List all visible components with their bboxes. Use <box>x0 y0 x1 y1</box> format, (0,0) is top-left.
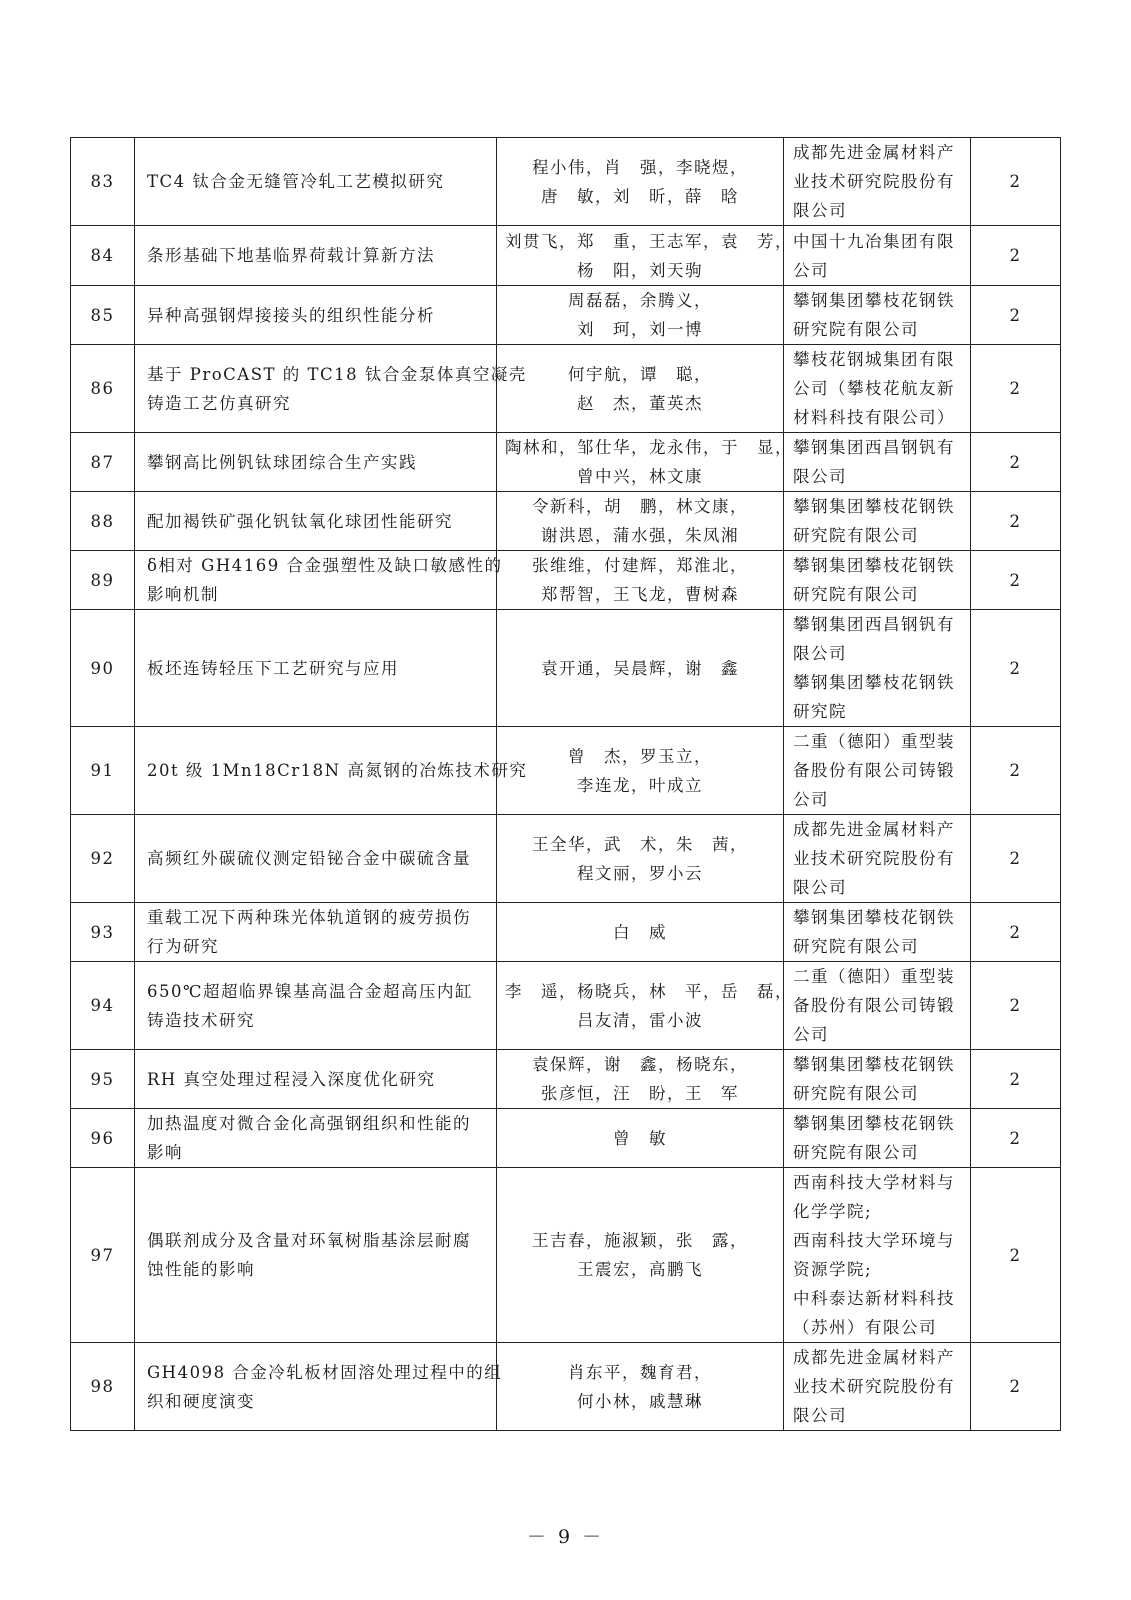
award-grade: 2 <box>971 727 1061 815</box>
paper-title <box>135 138 497 226</box>
award-grade: 2 <box>971 492 1061 551</box>
paper-title <box>135 492 497 551</box>
authors-line: 曾 敏 <box>613 1128 667 1148</box>
paper-title-line: TC4 钛合金无缝管冷轧工艺模拟研究 <box>147 172 445 191</box>
authors <box>497 903 784 962</box>
authors-line: 袁开通，吴晨辉，谢 鑫 <box>541 658 739 678</box>
row-number: 89 <box>71 551 135 610</box>
organization <box>784 815 971 903</box>
organization-line: 限公司 <box>793 878 847 897</box>
paper-title <box>135 610 497 727</box>
table-row <box>71 727 1061 815</box>
organization-line: 备股份有限公司铸锻 <box>793 761 955 780</box>
authors <box>497 433 793 492</box>
row-number: 87 <box>71 433 135 492</box>
authors <box>497 345 784 433</box>
organization-line: 西南科技大学材料与 <box>793 1173 955 1192</box>
organization-line: 攀钢集团攀枝花钢铁 <box>793 497 955 516</box>
organization-line: 攀钢集团攀枝花钢铁 <box>793 908 955 927</box>
organization <box>784 138 971 226</box>
paper-title-line: 织和硬度演变 <box>147 1391 255 1411</box>
authors-line: 张彦恒，汪 盼，王 军 <box>541 1084 739 1103</box>
table-row <box>71 1109 1061 1168</box>
paper-title-line: 攀钢高比例钒钛球团综合生产实践 <box>147 452 417 472</box>
organization <box>784 962 971 1050</box>
authors-line: 程文丽，罗小云 <box>577 863 703 883</box>
organization-line: 业技术研究院股份有 <box>793 172 955 191</box>
organization <box>784 903 971 962</box>
authors-line: 王全华，武 术，朱 茜， <box>532 834 748 854</box>
authors-line: 曾中兴，林文康 <box>577 467 703 486</box>
award-grade: 2 <box>971 610 1061 727</box>
table-row <box>71 1168 1061 1343</box>
organization-line: 西南科技大学环境与 <box>793 1231 955 1250</box>
organization-line: 中国十九冶集团有限 <box>793 231 955 251</box>
award-grade: 2 <box>971 286 1061 345</box>
organization-line: 业技术研究院股份有 <box>793 1377 955 1396</box>
organization <box>784 1109 971 1168</box>
organization-line: 公司 <box>793 260 829 280</box>
award-grade: 2 <box>971 1343 1061 1431</box>
authors-line: 周磊磊，余腾义， <box>568 291 712 310</box>
paper-title-line: 异种高强钢焊接接头的组织性能分析 <box>147 305 435 325</box>
paper-title-line: 偶联剂成分及含量对环氧树脂基涂层耐腐 <box>147 1231 471 1250</box>
organization-line: 攀钢集团攀枝花钢铁 <box>793 1114 955 1133</box>
paper-title-line: 基于 ProCAST 的 TC18 钛合金泵体真空凝壳 <box>147 364 527 384</box>
organization <box>784 286 971 345</box>
organization <box>784 1343 971 1431</box>
organization-line: 二重（德阳）重型装 <box>793 967 955 986</box>
authors-line: 赵 杰，董英杰 <box>577 393 703 413</box>
organization <box>784 1168 971 1343</box>
authors-line: 王吉春，施淑颖，张 露， <box>532 1231 748 1250</box>
paper-title <box>135 551 503 610</box>
paper-title <box>135 1343 503 1431</box>
organization-line: 攀钢集团西昌钢钒有 <box>793 615 955 634</box>
row-number: 83 <box>71 138 135 226</box>
authors <box>497 226 793 286</box>
award-grade: 2 <box>971 345 1061 433</box>
organization-line: 公司（攀枝花航友新 <box>793 379 955 398</box>
organization-line: 公司 <box>793 790 829 809</box>
table-row <box>71 962 1061 1050</box>
organization <box>784 551 971 610</box>
authors-line: 张维维，付建辉，郑淮北， <box>532 556 748 575</box>
organization-line: （苏州）有限公司 <box>793 1318 937 1337</box>
paper-title-line: 影响机制 <box>147 585 219 604</box>
table-row <box>71 226 1061 286</box>
authors <box>497 962 793 1050</box>
authors-line: 王震宏，高鹏飞 <box>577 1260 703 1279</box>
row-number: 91 <box>71 727 135 815</box>
organization-line: 研究院 <box>793 702 847 721</box>
paper-title <box>135 1109 497 1168</box>
page-number: － 9 － <box>526 1526 605 1548</box>
organization-line: 攀枝花钢城集团有限 <box>793 350 955 369</box>
authors-line: 李连龙，叶成立 <box>577 775 703 795</box>
authors <box>497 1343 784 1431</box>
paper-title-line: 板坯连铸轻压下工艺研究与应用 <box>147 658 399 678</box>
paper-title-line: 配加褐铁矿强化钒钛氧化球团性能研究 <box>147 511 453 531</box>
organization-line: 研究院有限公司 <box>793 320 919 339</box>
authors-line: 刘 珂，刘一博 <box>577 320 703 339</box>
table-row <box>71 815 1061 903</box>
row-number: 86 <box>71 345 135 433</box>
row-number: 93 <box>71 903 135 962</box>
paper-title <box>135 962 497 1050</box>
paper-title <box>135 1050 497 1109</box>
paper-title <box>135 286 497 345</box>
organization-line: 限公司 <box>793 201 847 220</box>
organization-line: 成都先进金属材料产 <box>793 143 955 162</box>
row-number: 96 <box>71 1109 135 1168</box>
row-number: 90 <box>71 610 135 727</box>
organization <box>784 345 971 433</box>
paper-title-line: GH4098 合金冷轧板材固溶处理过程中的组 <box>147 1362 503 1382</box>
organization-line: 研究院有限公司 <box>793 1084 919 1103</box>
table-row <box>71 1050 1061 1109</box>
award-grade: 2 <box>971 962 1061 1050</box>
table-row <box>71 492 1061 551</box>
organization-line: 限公司 <box>793 644 847 663</box>
organization-line: 限公司 <box>793 1406 847 1425</box>
table-row <box>71 286 1061 345</box>
organization-line: 限公司 <box>793 467 847 486</box>
award-list-table <box>70 137 1061 1431</box>
organization-line: 攀钢集团攀枝花钢铁 <box>793 673 955 692</box>
paper-title-line: δ相对 GH4169 合金强塑性及缺口敏感性的 <box>147 556 503 575</box>
paper-title-line: 加热温度对微合金化高强钢组织和性能的 <box>147 1114 471 1133</box>
organization <box>784 433 971 492</box>
paper-title-line: 重载工况下两种珠光体轨道钢的疲劳损伤 <box>147 908 471 927</box>
organization <box>784 226 971 286</box>
authors <box>497 286 784 345</box>
authors-line: 程小伟，肖 强，李晓煜， <box>532 157 748 177</box>
authors <box>497 815 784 903</box>
paper-title <box>135 433 497 492</box>
paper-title-line: 蚀性能的影响 <box>147 1260 255 1279</box>
authors-line: 吕友清，雷小波 <box>577 1010 703 1030</box>
award-grade: 2 <box>971 226 1061 286</box>
row-number: 94 <box>71 962 135 1050</box>
authors <box>497 610 784 727</box>
organization-line: 业技术研究院股份有 <box>793 849 955 868</box>
organization-line: 备股份有限公司铸锻 <box>793 996 955 1015</box>
authors-line: 唐 敏，刘 昕，薛 晗 <box>541 186 739 206</box>
paper-title-line: 高频红外碳硫仪测定铅铋合金中碳硫含量 <box>147 849 471 868</box>
paper-title-line: 影响 <box>147 1143 183 1162</box>
paper-title-line: 铸造技术研究 <box>147 1010 255 1030</box>
authors-line: 陶林和，邹仕华，龙永伟，于 显， <box>505 438 793 457</box>
organization <box>784 1050 971 1109</box>
authors <box>497 1168 784 1343</box>
table-row <box>71 1343 1061 1431</box>
organization-line: 二重（德阳）重型装 <box>793 732 955 751</box>
authors-line: 何宇航，谭 聪， <box>568 364 712 384</box>
authors-line: 肖东平，魏育君， <box>568 1362 712 1382</box>
authors-line: 何小林，戚慧琳 <box>577 1391 703 1411</box>
authors-line: 曾 杰，罗玉立， <box>568 746 712 766</box>
row-number: 97 <box>71 1168 135 1343</box>
organization-line: 化学学院; <box>793 1202 873 1221</box>
table-row <box>71 138 1061 226</box>
table-row <box>71 551 1061 610</box>
award-grade: 2 <box>971 1050 1061 1109</box>
authors-line: 袁保辉，谢 鑫，杨晓东， <box>532 1055 748 1074</box>
paper-title <box>135 1168 497 1343</box>
paper-title <box>135 727 528 815</box>
award-grade: 2 <box>971 551 1061 610</box>
organization <box>784 610 971 727</box>
authors-line: 白 威 <box>613 922 667 942</box>
row-number: 85 <box>71 286 135 345</box>
row-number: 98 <box>71 1343 135 1431</box>
paper-title-line: 行为研究 <box>147 937 219 956</box>
organization-line: 研究院有限公司 <box>793 585 919 604</box>
organization-line: 研究院有限公司 <box>793 1143 919 1162</box>
row-number: 84 <box>71 226 135 286</box>
paper-title-line: 20t 级 1Mn18Cr18N 高氮钢的冶炼技术研究 <box>147 761 528 780</box>
paper-title-line: RH 真空处理过程浸入深度优化研究 <box>147 1069 436 1089</box>
table-row <box>71 903 1061 962</box>
paper-title-line: 条形基础下地基临界荷载计算新方法 <box>147 246 435 265</box>
table-body <box>71 138 1061 1431</box>
paper-title <box>135 345 527 433</box>
paper-title-line: 铸造工艺仿真研究 <box>147 393 291 413</box>
authors <box>497 492 784 551</box>
authors <box>497 727 784 815</box>
row-number: 95 <box>71 1050 135 1109</box>
organization-line: 攀钢集团西昌钢钒有 <box>793 438 955 457</box>
organization <box>784 727 971 815</box>
organization-line: 中科泰达新材料科技 <box>793 1289 955 1308</box>
row-number: 88 <box>71 492 135 551</box>
award-grade: 2 <box>971 1109 1061 1168</box>
award-grade: 2 <box>971 903 1061 962</box>
organization-line: 攀钢集团攀枝花钢铁 <box>793 556 955 575</box>
organization-line: 研究院有限公司 <box>793 526 919 545</box>
award-grade: 2 <box>971 815 1061 903</box>
organization-line: 攀钢集团攀枝花钢铁 <box>793 291 955 310</box>
organization-line: 研究院有限公司 <box>793 937 919 956</box>
authors <box>497 1050 784 1109</box>
paper-title <box>135 903 497 962</box>
organization-line: 成都先进金属材料产 <box>793 1348 955 1367</box>
authors-line: 李 遥，杨晓兵，林 平，岳 磊， <box>505 981 793 1001</box>
organization-line: 成都先进金属材料产 <box>793 820 955 839</box>
authors-line: 谢洪恩，蒲水强，朱凤湘 <box>541 526 739 545</box>
table-row <box>71 610 1061 727</box>
authors-line: 杨 阳，刘天驹 <box>577 260 703 280</box>
paper-title-line: 650℃超超临界镍基高温合金超高压内缸 <box>147 981 473 1001</box>
authors <box>497 138 784 226</box>
paper-title <box>135 815 497 903</box>
award-grade: 2 <box>971 433 1061 492</box>
row-number: 92 <box>71 815 135 903</box>
authors-line: 刘贯飞，郑 重，王志军，袁 芳， <box>505 231 793 251</box>
organization <box>784 492 971 551</box>
award-grade: 2 <box>971 1168 1061 1343</box>
table-row <box>71 433 1061 492</box>
award-grade: 2 <box>971 138 1061 226</box>
organization-line: 公司 <box>793 1025 829 1044</box>
organization-line: 攀钢集团攀枝花钢铁 <box>793 1055 955 1074</box>
organization-line: 材料科技有限公司） <box>793 408 955 427</box>
authors-line: 郑帮智，王飞龙，曹树森 <box>541 585 739 604</box>
paper-title <box>135 226 497 286</box>
table-row <box>71 345 1061 433</box>
organization-line: 资源学院; <box>793 1260 873 1279</box>
authors-line: 令新科，胡 鹏，林文康， <box>532 497 748 516</box>
authors <box>497 1109 784 1168</box>
authors <box>497 551 784 610</box>
